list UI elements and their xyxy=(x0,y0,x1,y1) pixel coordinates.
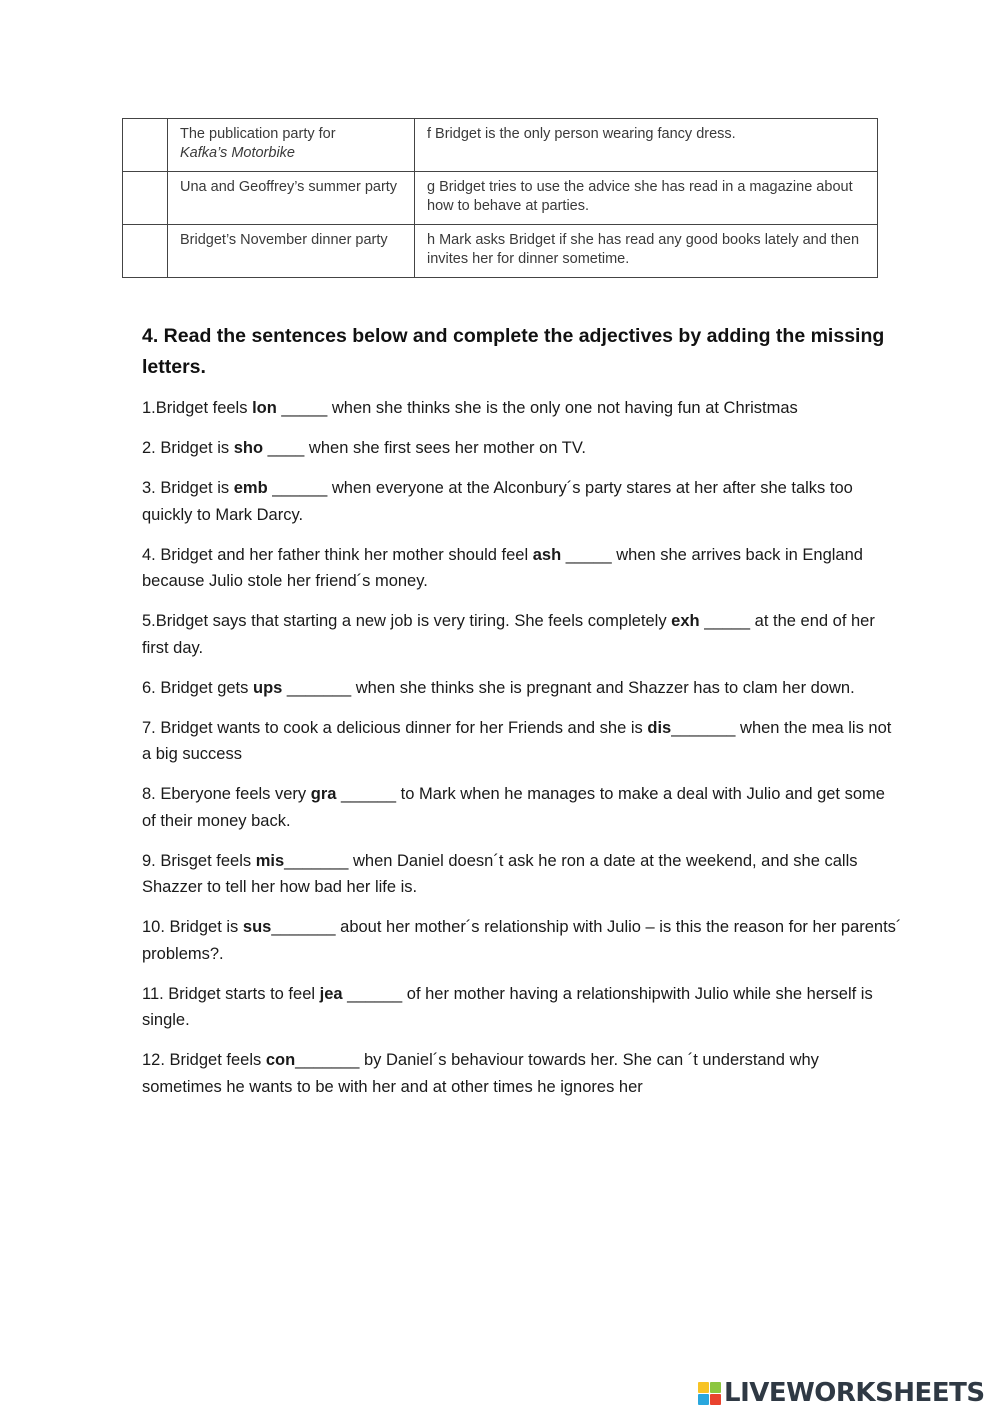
adjective-stem: ash xyxy=(532,545,562,564)
adjective-stem: dis xyxy=(647,718,672,737)
question-text-rest[interactable]: ______ of her mother having a relationshipwith Julio while she herself is single. xyxy=(142,984,873,1029)
adjective-stem: mis xyxy=(255,851,285,870)
question-item xyxy=(142,914,902,967)
adjective-stem: con xyxy=(265,1051,296,1069)
adjective-stem: emb xyxy=(233,479,268,497)
question-item xyxy=(142,848,902,901)
question-text-rest[interactable]: _____ when she thinks she is the only one not having fun at Christmas xyxy=(276,399,798,417)
question-text: 1.Bridget feels xyxy=(142,399,253,417)
liveworksheets-logo xyxy=(698,1378,985,1408)
question-text-rest[interactable]: ______ when everyone at the Alconbury´s party stares at her after she talks too quickly to Mark Darcy. xyxy=(142,479,853,524)
question-item xyxy=(142,395,902,422)
question-item xyxy=(142,1047,902,1100)
adjective-stem: gra xyxy=(310,785,337,803)
question-text: 12. Bridget feels xyxy=(142,1051,266,1069)
question-text: 10. Bridget is xyxy=(142,918,243,936)
question-item xyxy=(142,475,902,528)
question-text-rest[interactable]: _______ about her mother´s relationship with Julio – is this the reason for her parents´ problems?. xyxy=(142,918,902,963)
adjective-stem: exh xyxy=(671,612,700,630)
question-text-rest[interactable]: _____ when she arrives back in England because Julio stole her friend´s money. xyxy=(142,545,863,590)
adjective-stem: jea xyxy=(319,984,343,1003)
brand-name: LIVEWORKSHEETS xyxy=(724,1378,985,1408)
adjective-stem: lon xyxy=(252,399,277,417)
description-cell: h Mark asks Bridget if she has read any good books lately and then invites her for dinner sometime. xyxy=(415,225,878,278)
adjective-stem: sus xyxy=(242,918,272,936)
logo-squares-icon xyxy=(698,1382,721,1405)
question-item xyxy=(142,435,902,462)
question-text-rest[interactable]: _______ when she thinks she is pregnant and Shazzer has to clam her down. xyxy=(282,678,855,697)
party-name: The publication party for xyxy=(180,126,336,142)
party-cell: Bridget’s November dinner party xyxy=(168,225,415,278)
question-item xyxy=(142,781,902,834)
question-item xyxy=(142,981,902,1034)
question-list xyxy=(142,395,902,1114)
adjective-stem: sho xyxy=(233,439,264,457)
party-cell xyxy=(168,119,415,172)
question-text: 8. Eberyone feels very xyxy=(142,785,311,803)
logo-square-l xyxy=(698,1382,709,1393)
answer-cell[interactable] xyxy=(123,172,168,225)
table-row xyxy=(123,172,878,225)
question-text-rest[interactable]: ______ to Mark when he manages to make a deal with Julio and get some of their money back. xyxy=(142,785,885,830)
question-text: 3. Bridget is xyxy=(142,479,234,497)
question-text: 5.Bridget says that starting a new job is very tiring. She feels completely xyxy=(142,612,672,630)
question-item xyxy=(142,675,902,702)
question-text: 11. Bridget starts to feel xyxy=(142,984,320,1003)
question-text-rest[interactable]: _______ by Daniel´s behaviour towards her. She can ´t understand why sometimes he wants to be with her and at other times he ignores her xyxy=(142,1051,819,1096)
question-item xyxy=(142,715,902,768)
party-cell: Una and Geoffrey’s summer party xyxy=(168,172,415,225)
exercise-heading: 4. Read the sentences below and complete the adjectives by adding the missing letters. xyxy=(142,325,885,378)
table-row xyxy=(123,119,878,172)
question-text: 7. Bridget wants to cook a delicious dinner for her Friends and she is xyxy=(142,718,648,737)
question-text: 9. Brisget feels xyxy=(142,851,256,870)
description-cell: f Bridget is the only person wearing fancy dress. xyxy=(415,119,878,172)
question-item xyxy=(142,542,902,595)
question-text-rest[interactable]: _______ when Daniel doesn´t ask he ron a date at the weekend, and she calls Shazzer to tell her how bad her life is. xyxy=(142,851,858,896)
party-name-italic: Kafka’s Motorbike xyxy=(180,145,295,161)
question-item xyxy=(142,608,902,661)
answer-cell[interactable] xyxy=(123,119,168,172)
question-text-rest[interactable]: ____ when she first sees her mother on TV. xyxy=(263,439,586,457)
question-text: 4. Bridget and her father think her mother should feel xyxy=(142,545,533,564)
question-text-rest[interactable]: _____ at the end of her first day. xyxy=(142,612,875,657)
table-row xyxy=(123,225,878,278)
logo-square-v xyxy=(698,1394,709,1405)
logo-square-e xyxy=(710,1394,721,1405)
adjective-stem: ups xyxy=(252,678,283,697)
matching-table xyxy=(122,118,878,278)
question-text: 2. Bridget is xyxy=(142,439,234,457)
question-text: 6. Bridget gets xyxy=(142,678,253,697)
logo-square-i xyxy=(710,1382,721,1393)
description-cell: g Bridget tries to use the advice she has read in a magazine about how to behave at parties. xyxy=(415,172,878,225)
answer-cell[interactable] xyxy=(123,225,168,278)
question-text-rest[interactable]: _______ when the mea lis not a big success xyxy=(142,718,892,763)
